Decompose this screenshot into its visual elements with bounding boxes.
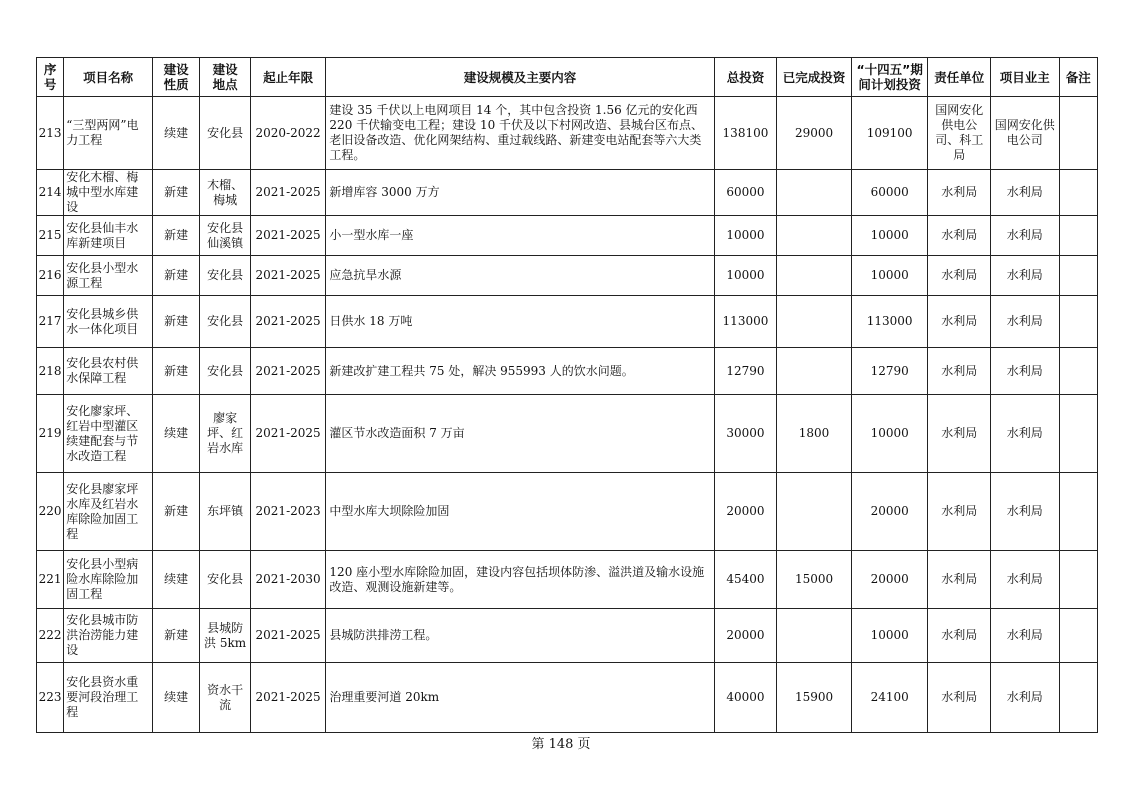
cell-location: 木榴、梅城 (200, 170, 250, 216)
cell-resp: 水利局 (928, 663, 991, 733)
table-row (37, 97, 1098, 170)
cell-content: 建设 35 千伏以上电网项目 14 个，其中包含投资 1.56 亿元的安化西 220 千伏输变电工程；建设 10 千伏及以下村网改造、县城台区布点、老旧设备改造、优化网架结构、重过载线路、新建变电站配套等六大类工程。 (326, 97, 714, 170)
header-nature: 建设性质 (152, 58, 199, 97)
cell-total: 113000 (714, 296, 777, 348)
cell-note (1059, 663, 1097, 733)
cell-resp: 水利局 (928, 473, 991, 551)
cell-idx: 217 (37, 296, 64, 348)
cell-nature: 续建 (152, 551, 199, 609)
cell-location: 安化县 (200, 256, 250, 296)
cell-completed: 29000 (777, 97, 852, 170)
cell-content: 120 座小型水库除险加固，建设内容包括坝体防渗、溢洪道及输水设施改造、观测设施新建等。 (326, 551, 714, 609)
cell-plan: 20000 (851, 551, 928, 609)
cell-name: 安化县廖家坪水库及红岩水库除险加固工程 (64, 473, 153, 551)
cell-plan: 20000 (851, 473, 928, 551)
cell-resp: 水利局 (928, 296, 991, 348)
cell-name: 安化县城乡供水一体化项目 (64, 296, 153, 348)
header-total: 总投资 (714, 58, 777, 97)
cell-owner: 水利局 (991, 170, 1060, 216)
cell-period: 2020-2022 (250, 97, 326, 170)
cell-note (1059, 473, 1097, 551)
header-owner: 项目业主 (991, 58, 1060, 97)
cell-name: 安化县小型病险水库除险加固工程 (64, 551, 153, 609)
cell-total: 40000 (714, 663, 777, 733)
cell-plan: 12790 (851, 348, 928, 395)
cell-content: 治理重要河道 20km (326, 663, 714, 733)
cell-location: 安化县 (200, 551, 250, 609)
cell-period: 2021-2030 (250, 551, 326, 609)
header-content: 建设规模及主要内容 (326, 58, 714, 97)
table-row (37, 170, 1098, 216)
cell-resp: 水利局 (928, 170, 991, 216)
cell-location: 安化县 (200, 97, 250, 170)
cell-completed (777, 216, 852, 256)
cell-content: 应急抗旱水源 (326, 256, 714, 296)
cell-plan: 10000 (851, 256, 928, 296)
cell-note (1059, 216, 1097, 256)
header-period: 起止年限 (250, 58, 326, 97)
table-row (37, 296, 1098, 348)
cell-location: 安化县 (200, 348, 250, 395)
cell-completed: 15900 (777, 663, 852, 733)
cell-resp: 水利局 (928, 395, 991, 473)
cell-name: 安化廖家坪、红岩中型灌区续建配套与节水改造工程 (64, 395, 153, 473)
cell-nature: 新建 (152, 170, 199, 216)
cell-nature: 续建 (152, 663, 199, 733)
cell-nature: 续建 (152, 97, 199, 170)
cell-idx: 214 (37, 170, 64, 216)
cell-completed (777, 348, 852, 395)
cell-owner: 水利局 (991, 395, 1060, 473)
cell-total: 20000 (714, 609, 777, 663)
cell-note (1059, 348, 1097, 395)
table-row (37, 395, 1098, 473)
cell-idx: 216 (37, 256, 64, 296)
cell-idx: 213 (37, 97, 64, 170)
cell-total: 12790 (714, 348, 777, 395)
cell-content: 新增库容 3000 万方 (326, 170, 714, 216)
cell-plan: 10000 (851, 216, 928, 256)
cell-total: 60000 (714, 170, 777, 216)
cell-location: 县城防洪 5km (200, 609, 250, 663)
cell-note (1059, 296, 1097, 348)
cell-completed: 1800 (777, 395, 852, 473)
cell-content: 灌区节水改造面积 7 万亩 (326, 395, 714, 473)
cell-content: 新建改扩建工程共 75 处，解决 955993 人的饮水问题。 (326, 348, 714, 395)
cell-content: 中型水库大坝除险加固 (326, 473, 714, 551)
cell-plan: 113000 (851, 296, 928, 348)
header-location: 建设地点 (200, 58, 250, 97)
header-completed: 已完成投资 (777, 58, 852, 97)
cell-idx: 222 (37, 609, 64, 663)
header-note: 备注 (1059, 58, 1097, 97)
table-row (37, 663, 1098, 733)
cell-name: 安化木榴、梅城中型水库建设 (64, 170, 153, 216)
cell-note (1059, 170, 1097, 216)
header-name: 项目名称 (64, 58, 153, 97)
cell-name: “三型两网”电力工程 (64, 97, 153, 170)
cell-nature: 新建 (152, 256, 199, 296)
cell-note (1059, 395, 1097, 473)
cell-nature: 续建 (152, 395, 199, 473)
cell-completed: 15000 (777, 551, 852, 609)
cell-name: 安化县仙丰水库新建项目 (64, 216, 153, 256)
cell-period: 2021-2025 (250, 609, 326, 663)
cell-note (1059, 97, 1097, 170)
cell-total: 45400 (714, 551, 777, 609)
cell-owner: 水利局 (991, 256, 1060, 296)
cell-idx: 220 (37, 473, 64, 551)
cell-total: 10000 (714, 216, 777, 256)
cell-completed (777, 256, 852, 296)
table-row (37, 348, 1098, 395)
table-body (37, 97, 1098, 733)
cell-plan: 24100 (851, 663, 928, 733)
cell-completed (777, 609, 852, 663)
cell-idx: 223 (37, 663, 64, 733)
cell-location: 东坪镇 (200, 473, 250, 551)
cell-idx: 215 (37, 216, 64, 256)
cell-owner: 水利局 (991, 551, 1060, 609)
cell-location: 安化县仙溪镇 (200, 216, 250, 256)
cell-content: 县城防洪排涝工程。 (326, 609, 714, 663)
cell-owner: 国网安化供电公司 (991, 97, 1060, 170)
cell-idx: 221 (37, 551, 64, 609)
header-resp: 责任单位 (928, 58, 991, 97)
cell-content: 日供水 18 万吨 (326, 296, 714, 348)
header-idx: 序号 (37, 58, 64, 97)
cell-location: 资水干流 (200, 663, 250, 733)
cell-owner: 水利局 (991, 473, 1060, 551)
cell-plan: 109100 (851, 97, 928, 170)
cell-nature: 新建 (152, 216, 199, 256)
cell-name: 安化县城市防洪治涝能力建设 (64, 609, 153, 663)
cell-owner: 水利局 (991, 216, 1060, 256)
cell-owner: 水利局 (991, 348, 1060, 395)
cell-resp: 国网安化供电公司、科工局 (928, 97, 991, 170)
cell-plan: 60000 (851, 170, 928, 216)
table-row (37, 551, 1098, 609)
cell-note (1059, 256, 1097, 296)
cell-period: 2021-2025 (250, 348, 326, 395)
cell-idx: 219 (37, 395, 64, 473)
cell-completed (777, 170, 852, 216)
cell-period: 2021-2025 (250, 170, 326, 216)
cell-resp: 水利局 (928, 551, 991, 609)
table-row (37, 473, 1098, 551)
cell-total: 138100 (714, 97, 777, 170)
cell-nature: 新建 (152, 473, 199, 551)
cell-owner: 水利局 (991, 609, 1060, 663)
cell-name: 安化县资水重要河段治理工程 (64, 663, 153, 733)
cell-nature: 新建 (152, 296, 199, 348)
cell-period: 2021-2025 (250, 256, 326, 296)
cell-content: 小一型水库一座 (326, 216, 714, 256)
table-row (37, 609, 1098, 663)
page-number: 第 148 页 (531, 737, 591, 752)
cell-period: 2021-2025 (250, 395, 326, 473)
cell-total: 30000 (714, 395, 777, 473)
cell-resp: 水利局 (928, 256, 991, 296)
project-table (36, 57, 1098, 733)
cell-completed (777, 296, 852, 348)
cell-plan: 10000 (851, 609, 928, 663)
cell-resp: 水利局 (928, 348, 991, 395)
cell-completed (777, 473, 852, 551)
cell-nature: 新建 (152, 348, 199, 395)
cell-idx: 218 (37, 348, 64, 395)
cell-total: 10000 (714, 256, 777, 296)
cell-location: 安化县 (200, 296, 250, 348)
cell-note (1059, 551, 1097, 609)
project-table-page (36, 57, 1098, 733)
cell-period: 2021-2023 (250, 473, 326, 551)
table-row (37, 256, 1098, 296)
table-row (37, 216, 1098, 256)
cell-owner: 水利局 (991, 663, 1060, 733)
cell-nature: 新建 (152, 609, 199, 663)
cell-owner: 水利局 (991, 296, 1060, 348)
cell-period: 2021-2025 (250, 216, 326, 256)
cell-note (1059, 609, 1097, 663)
cell-period: 2021-2025 (250, 296, 326, 348)
header-row (37, 58, 1098, 97)
cell-name: 安化县农村供水保障工程 (64, 348, 153, 395)
cell-resp: 水利局 (928, 609, 991, 663)
cell-resp: 水利局 (928, 216, 991, 256)
cell-name: 安化县小型水源工程 (64, 256, 153, 296)
header-plan: “十四五”期间计划投资 (851, 58, 928, 97)
cell-period: 2021-2025 (250, 663, 326, 733)
cell-location: 廖家坪、红岩水库 (200, 395, 250, 473)
cell-total: 20000 (714, 473, 777, 551)
cell-plan: 10000 (851, 395, 928, 473)
